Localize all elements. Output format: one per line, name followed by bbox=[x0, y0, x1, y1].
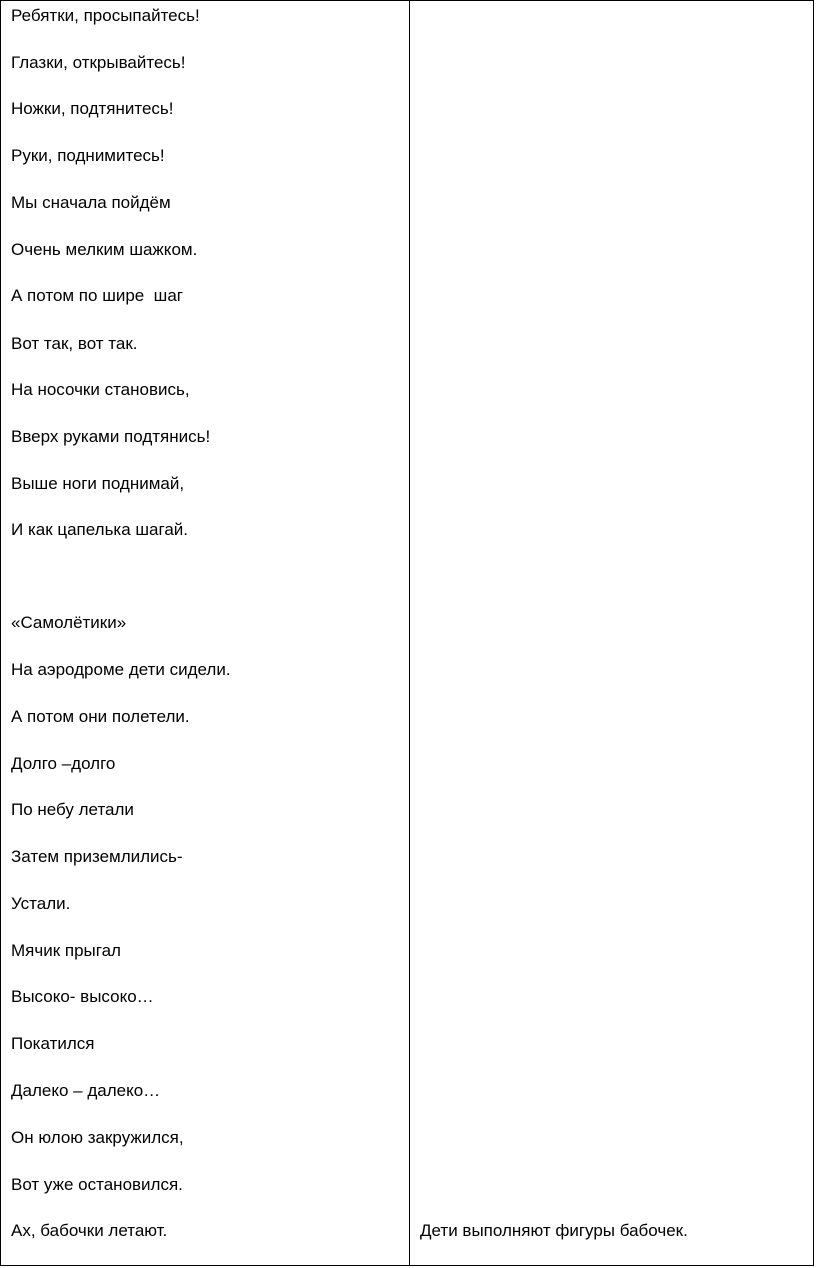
poem-line: И как цапелька шагай. bbox=[11, 520, 189, 539]
poem-line: А потом по шире шаг bbox=[11, 286, 183, 305]
poem-line: Покатился bbox=[11, 1034, 95, 1053]
text-column bbox=[1, 1, 409, 1265]
poem-line: Высоко- высоко… bbox=[11, 987, 154, 1006]
poem-line: Ребятки, просыпайтесь! bbox=[11, 6, 200, 25]
poem-line: Вот уже остановился. bbox=[11, 1175, 183, 1194]
poem-line: Мячик прыгал bbox=[11, 941, 121, 960]
poem-line: Руки, поднимитесь! bbox=[11, 146, 165, 165]
poem-line: Вот так, вот так. bbox=[11, 334, 138, 353]
poem-line: А потом они полетели. bbox=[11, 707, 190, 726]
poem-line: Он юлою закружился, bbox=[11, 1128, 184, 1147]
poem-line: Затем приземлились- bbox=[11, 847, 183, 866]
poem-line: Устали. bbox=[11, 894, 71, 913]
poem-line: На аэродроме дети сидели. bbox=[11, 660, 231, 679]
poem-line: Ах, бабочки летают. bbox=[11, 1221, 168, 1240]
activity-note: Дети выполняют фигуры бабочек. bbox=[420, 1221, 688, 1240]
poem-line: На носочки становись, bbox=[11, 380, 190, 399]
poem-line: Далеко – далеко… bbox=[11, 1081, 161, 1100]
poem-line: Выше ноги поднимай, bbox=[11, 474, 185, 493]
poem-line: Долго –долго bbox=[11, 754, 116, 773]
poem-line: Мы сначала пойдём bbox=[11, 193, 171, 212]
poem-line: Ножки, подтянитесь! bbox=[11, 99, 174, 118]
notes-column bbox=[410, 1, 813, 1265]
poem-line: Очень мелким шажком. bbox=[11, 240, 198, 259]
poem-line: Глазки, открывайтесь! bbox=[11, 53, 186, 72]
poem-line: По небу летали bbox=[11, 800, 134, 819]
section-heading: «Самолётики» bbox=[11, 613, 127, 632]
poem-line: Вверх руками подтянись! bbox=[11, 427, 211, 446]
